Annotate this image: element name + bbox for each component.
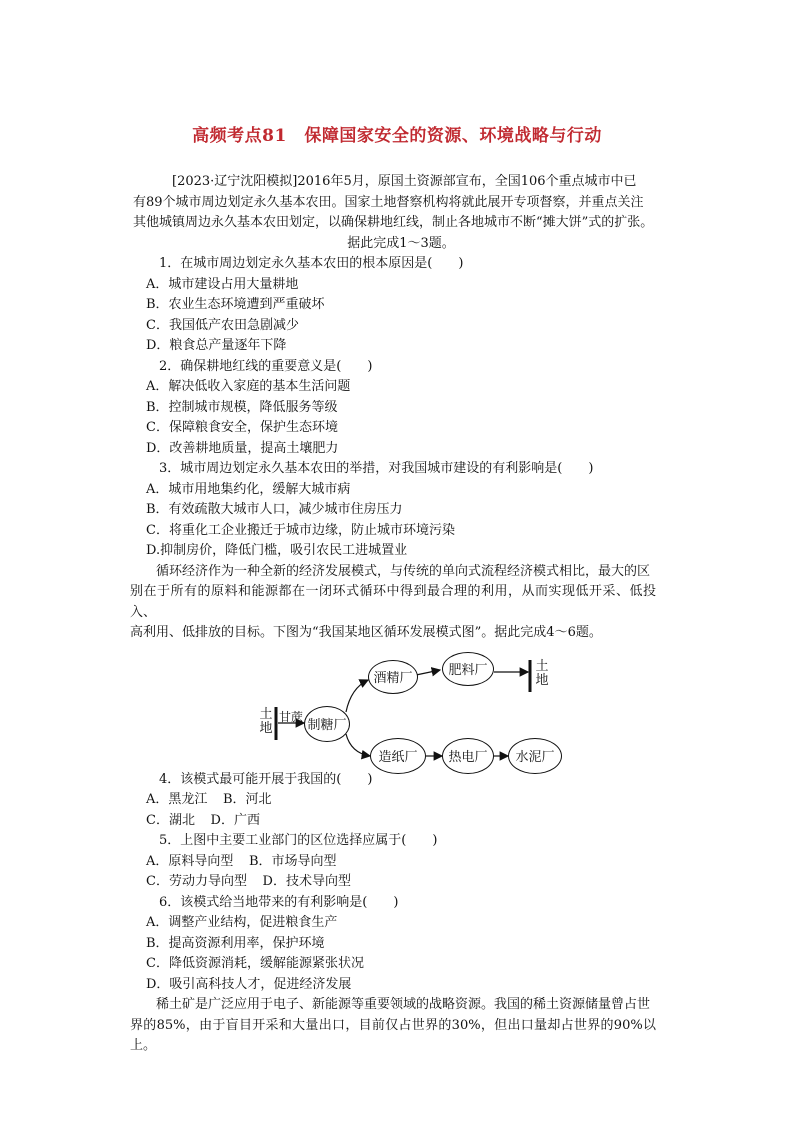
answer-option: C．劳动力导向型 bbox=[146, 874, 247, 889]
answer-option: B．提高资源利用率，保护环境 bbox=[146, 935, 325, 951]
question-item bbox=[146, 893, 656, 996]
intro-line: 稀土矿是广泛应用于电子、新能源等重要领域的战略资源。我国的稀土资源储量曾占世 bbox=[156, 997, 651, 1012]
question-stem: 1．在城市周边划定永久基本农田的根本原因是( ) bbox=[159, 256, 464, 271]
answer-option: B．市场导向型 bbox=[248, 853, 337, 869]
arrow bbox=[416, 670, 440, 675]
intro-passage-3 bbox=[130, 995, 656, 1057]
arrow bbox=[346, 680, 368, 712]
answer-option: A．解决低收入家庭的基本生活问题 bbox=[146, 379, 351, 394]
sugar-factory-node: 制糖厂 bbox=[304, 706, 350, 742]
answer-option-row bbox=[146, 872, 656, 893]
answer-option: D．技术导向型 bbox=[262, 874, 351, 889]
answer-option: A．调整产业结构，促进粮食生产 bbox=[146, 915, 338, 930]
circular-economy-diagram bbox=[146, 648, 656, 768]
document-body bbox=[130, 172, 656, 1057]
power-plant-node: 热电厂 bbox=[442, 738, 494, 774]
page-title: 高频考点81 保障国家安全的资源、环境战略与行动 bbox=[192, 126, 602, 146]
question-stem: 2．确保耕地红线的重要意义是( ) bbox=[159, 358, 373, 374]
question-stem: 3．城市周边划定永久基本农田的举措，对我国城市建设的有利影响是( ) bbox=[159, 461, 594, 476]
intro-line: 其他城镇周边永久基本农田划定，以确保耕地红线，制止各地城市不断“摊大饼”式的扩张。 bbox=[133, 215, 654, 230]
answer-option-row bbox=[146, 811, 656, 832]
question-item bbox=[146, 357, 656, 460]
answer-option: C．湖北 bbox=[146, 812, 195, 828]
intro-line: 高利用、低排放的目标。下图为“我国某地区循环发展模式图”。据此完成4～6题。 bbox=[130, 625, 602, 640]
intro-passage-2 bbox=[130, 562, 656, 644]
answer-option-row bbox=[146, 852, 656, 873]
arrow bbox=[346, 734, 370, 756]
question-item bbox=[146, 254, 656, 357]
answer-option: C．保障粮食安全，保护生态环境 bbox=[146, 420, 338, 435]
intro-line: 循环经济作为一种全新的经济发展模式，与传统的单向式流程经济模式相比，最大的区 bbox=[156, 563, 651, 579]
answer-option-row bbox=[146, 790, 656, 811]
answer-option: B．农业生态环境遭到严重破坏 bbox=[146, 297, 325, 312]
answer-option: A．城市建设占用大量耕地 bbox=[146, 276, 299, 292]
answer-option: B．有效疏散大城市人口，减少城市住房压力 bbox=[146, 502, 403, 517]
answer-option: D．改善耕地质量，提高土壤肥力 bbox=[146, 440, 339, 456]
answer-option: D.抑制房价，降低门槛，吸引农民工进城置业 bbox=[146, 543, 408, 558]
intro-line: [2023·辽宁沈阳模拟]2016年5月，原国土资源部宣布，全国106个重点城市中已 bbox=[172, 174, 637, 189]
answer-option: A．黑龙江 bbox=[146, 792, 208, 807]
answer-option: A．城市用地集约化，缓解大城市病 bbox=[146, 481, 351, 497]
answer-option: C．降低资源消耗，缓解能源紧张状况 bbox=[146, 956, 364, 971]
answer-option: D．广西 bbox=[210, 812, 260, 828]
question-item bbox=[146, 831, 656, 893]
question-group-1-3 bbox=[146, 254, 656, 562]
intro-line: 界的85%，由于盲目开采和大量出口，目前仅占世界的30%，但出口量却占世界的90%以上。 bbox=[130, 1017, 656, 1053]
sugarcane-label: 甘蔗 bbox=[279, 709, 304, 724]
intro-line: 有89个城市周边划定永久基本农田。国家土地督察机构将就此展开专项督察，并重点关注 bbox=[133, 194, 644, 210]
question-item bbox=[146, 770, 656, 832]
alcohol-factory-node: 酒精厂 bbox=[368, 660, 418, 694]
intro-lead: 据此完成1～3题。 bbox=[347, 235, 455, 251]
answer-option: D．粮食总产量逐年下降 bbox=[146, 338, 287, 353]
question-group-4-6 bbox=[146, 770, 656, 996]
land-label-right: 土地 bbox=[535, 658, 549, 688]
answer-option: B．河北 bbox=[222, 792, 272, 807]
answer-option: A．原料导向型 bbox=[146, 853, 234, 869]
intro-line: 别在于所有的原料和能源都在一闭环式循环中得到最合理的利用，从而实现低开采、低投入、 bbox=[130, 584, 656, 620]
question-stem: 5．上图中主要工业部门的区位选择应属于( ) bbox=[159, 833, 438, 848]
answer-option: B．控制城市规模，降低服务等级 bbox=[146, 399, 338, 415]
answer-option: C．我国低产农田急剧减少 bbox=[146, 317, 299, 333]
fertilizer-factory-node: 肥料厂 bbox=[442, 652, 494, 686]
paper-factory-node: 造纸厂 bbox=[370, 738, 426, 774]
answer-option: C．将重化工企业搬迁于城市边缘，防止城市环境污染 bbox=[146, 522, 455, 538]
question-stem: 4．该模式最可能开展于我国的( ) bbox=[159, 771, 373, 787]
question-item bbox=[146, 459, 656, 562]
cement-factory-node: 水泥厂 bbox=[508, 738, 562, 774]
question-stem: 6．该模式给当地带来的有利影响是( ) bbox=[159, 894, 399, 910]
land-label-left: 土地 bbox=[259, 706, 273, 736]
answer-option: D．吸引高科技人才，促进经济发展 bbox=[146, 976, 352, 992]
intro-passage-1 bbox=[133, 172, 656, 254]
